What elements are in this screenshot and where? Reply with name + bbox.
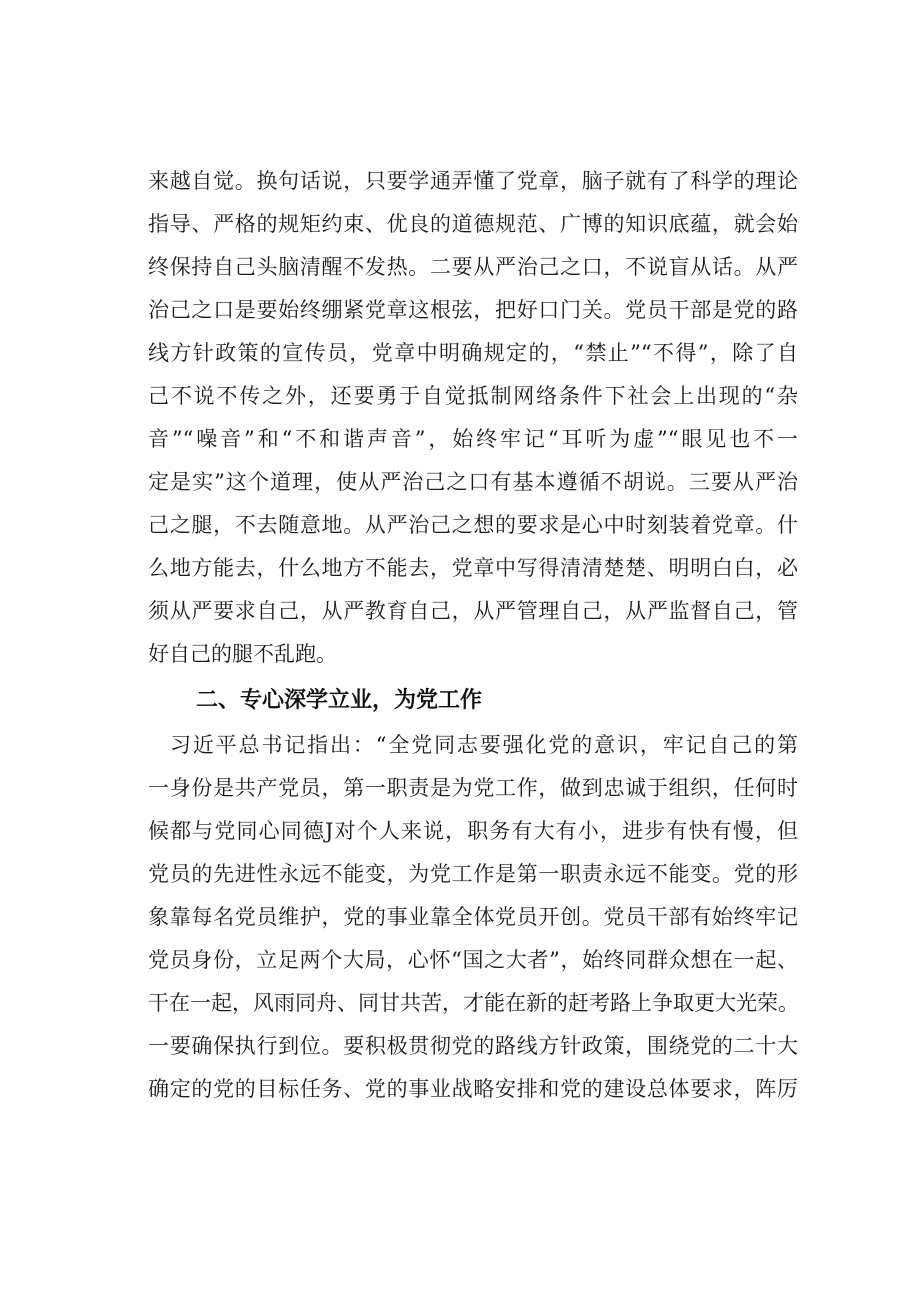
paragraph-2 <box>148 724 798 1111</box>
section-heading: 二、专心深学立业，为党工作 <box>196 688 483 713</box>
paragraph-line: 么地方能去，什么地方不能去，党章中写得清清楚楚、明明白白，必 <box>148 556 798 580</box>
paragraph-line: 党员的先进性永远不能变，为党工作是第一职责永远不能变。党的形 <box>148 862 798 886</box>
paragraph-1 <box>148 160 798 676</box>
paragraph-line: 一身份是共产党员，第一职责是为党工作，做到忠诚于组织，任何时 <box>148 776 798 800</box>
paragraph-line: 来越自觉。换句话说，只要学通弄懂了党章，脑子就有了科学的理论 <box>148 169 798 193</box>
paragraph-line: 习近平总书记指出：“全党同志要强化党的意识，牢记自己的第 <box>170 733 798 757</box>
paragraph-line: 定是实”这个道理，使从严治己之口有基本遵循不胡说。三要从严治 <box>148 470 798 494</box>
paragraph-line: 须从严要求自己，从严教育自己，从严管理自己，从严监督自己，管 <box>148 599 798 623</box>
paragraph-line: 音”“噪音”和“不和谐声音”，始终牢记“耳听为虚”“眼见也不一 <box>148 427 798 451</box>
paragraph-line: 指导、严格的规矩约束、优良的道德规范、广博的知识底蕴，就会始 <box>148 212 798 236</box>
paragraph-line: 己不说不传之外，还要勇于自觉抵制网络条件下社会上出现的“杂 <box>148 384 798 408</box>
paragraph-line: 确定的党的目标任务、党的事业战略安排和党的建设总体要求，阵厉 <box>148 1077 798 1101</box>
paragraph-line: 终保持自己头脑清醒不发热。二要从严治己之口，不说盲从话。从严 <box>148 255 798 279</box>
paragraph-line: 治己之口是要始终绷紧党章这根弦，把好口门关。党员干部是党的路 <box>148 298 798 322</box>
paragraph-line: 己之腿，不去随意地。从严治己之想的要求是心中时刻装着党章。什 <box>148 513 798 537</box>
paragraph-line: 干在一起，风雨同舟、同甘共苦，才能在新的赶考路上争取更大光荣。 <box>148 991 799 1015</box>
paragraph-line: 党员身份，立足两个大局，心怀“国之大者”，始终同群众想在一起、 <box>148 948 798 972</box>
paragraph-line: 线方针政策的宣传员，党章中明确规定的，“禁止”“不得”，除了自 <box>148 341 798 365</box>
paragraph-line: 好自己的腿不乱跑。 <box>148 642 337 666</box>
paragraph-line: 一要确保执行到位。要积极贯彻党的路线方针政策，围绕党的二十大 <box>148 1034 798 1058</box>
paragraph-line: 象靠每名党员维护，党的事业靠全体党员开创。党员干部有始终牢记 <box>148 905 798 929</box>
paragraph-line: 候都与党同心同德J对个人来说，职务有大有小，进步有快有慢，但 <box>148 819 798 843</box>
